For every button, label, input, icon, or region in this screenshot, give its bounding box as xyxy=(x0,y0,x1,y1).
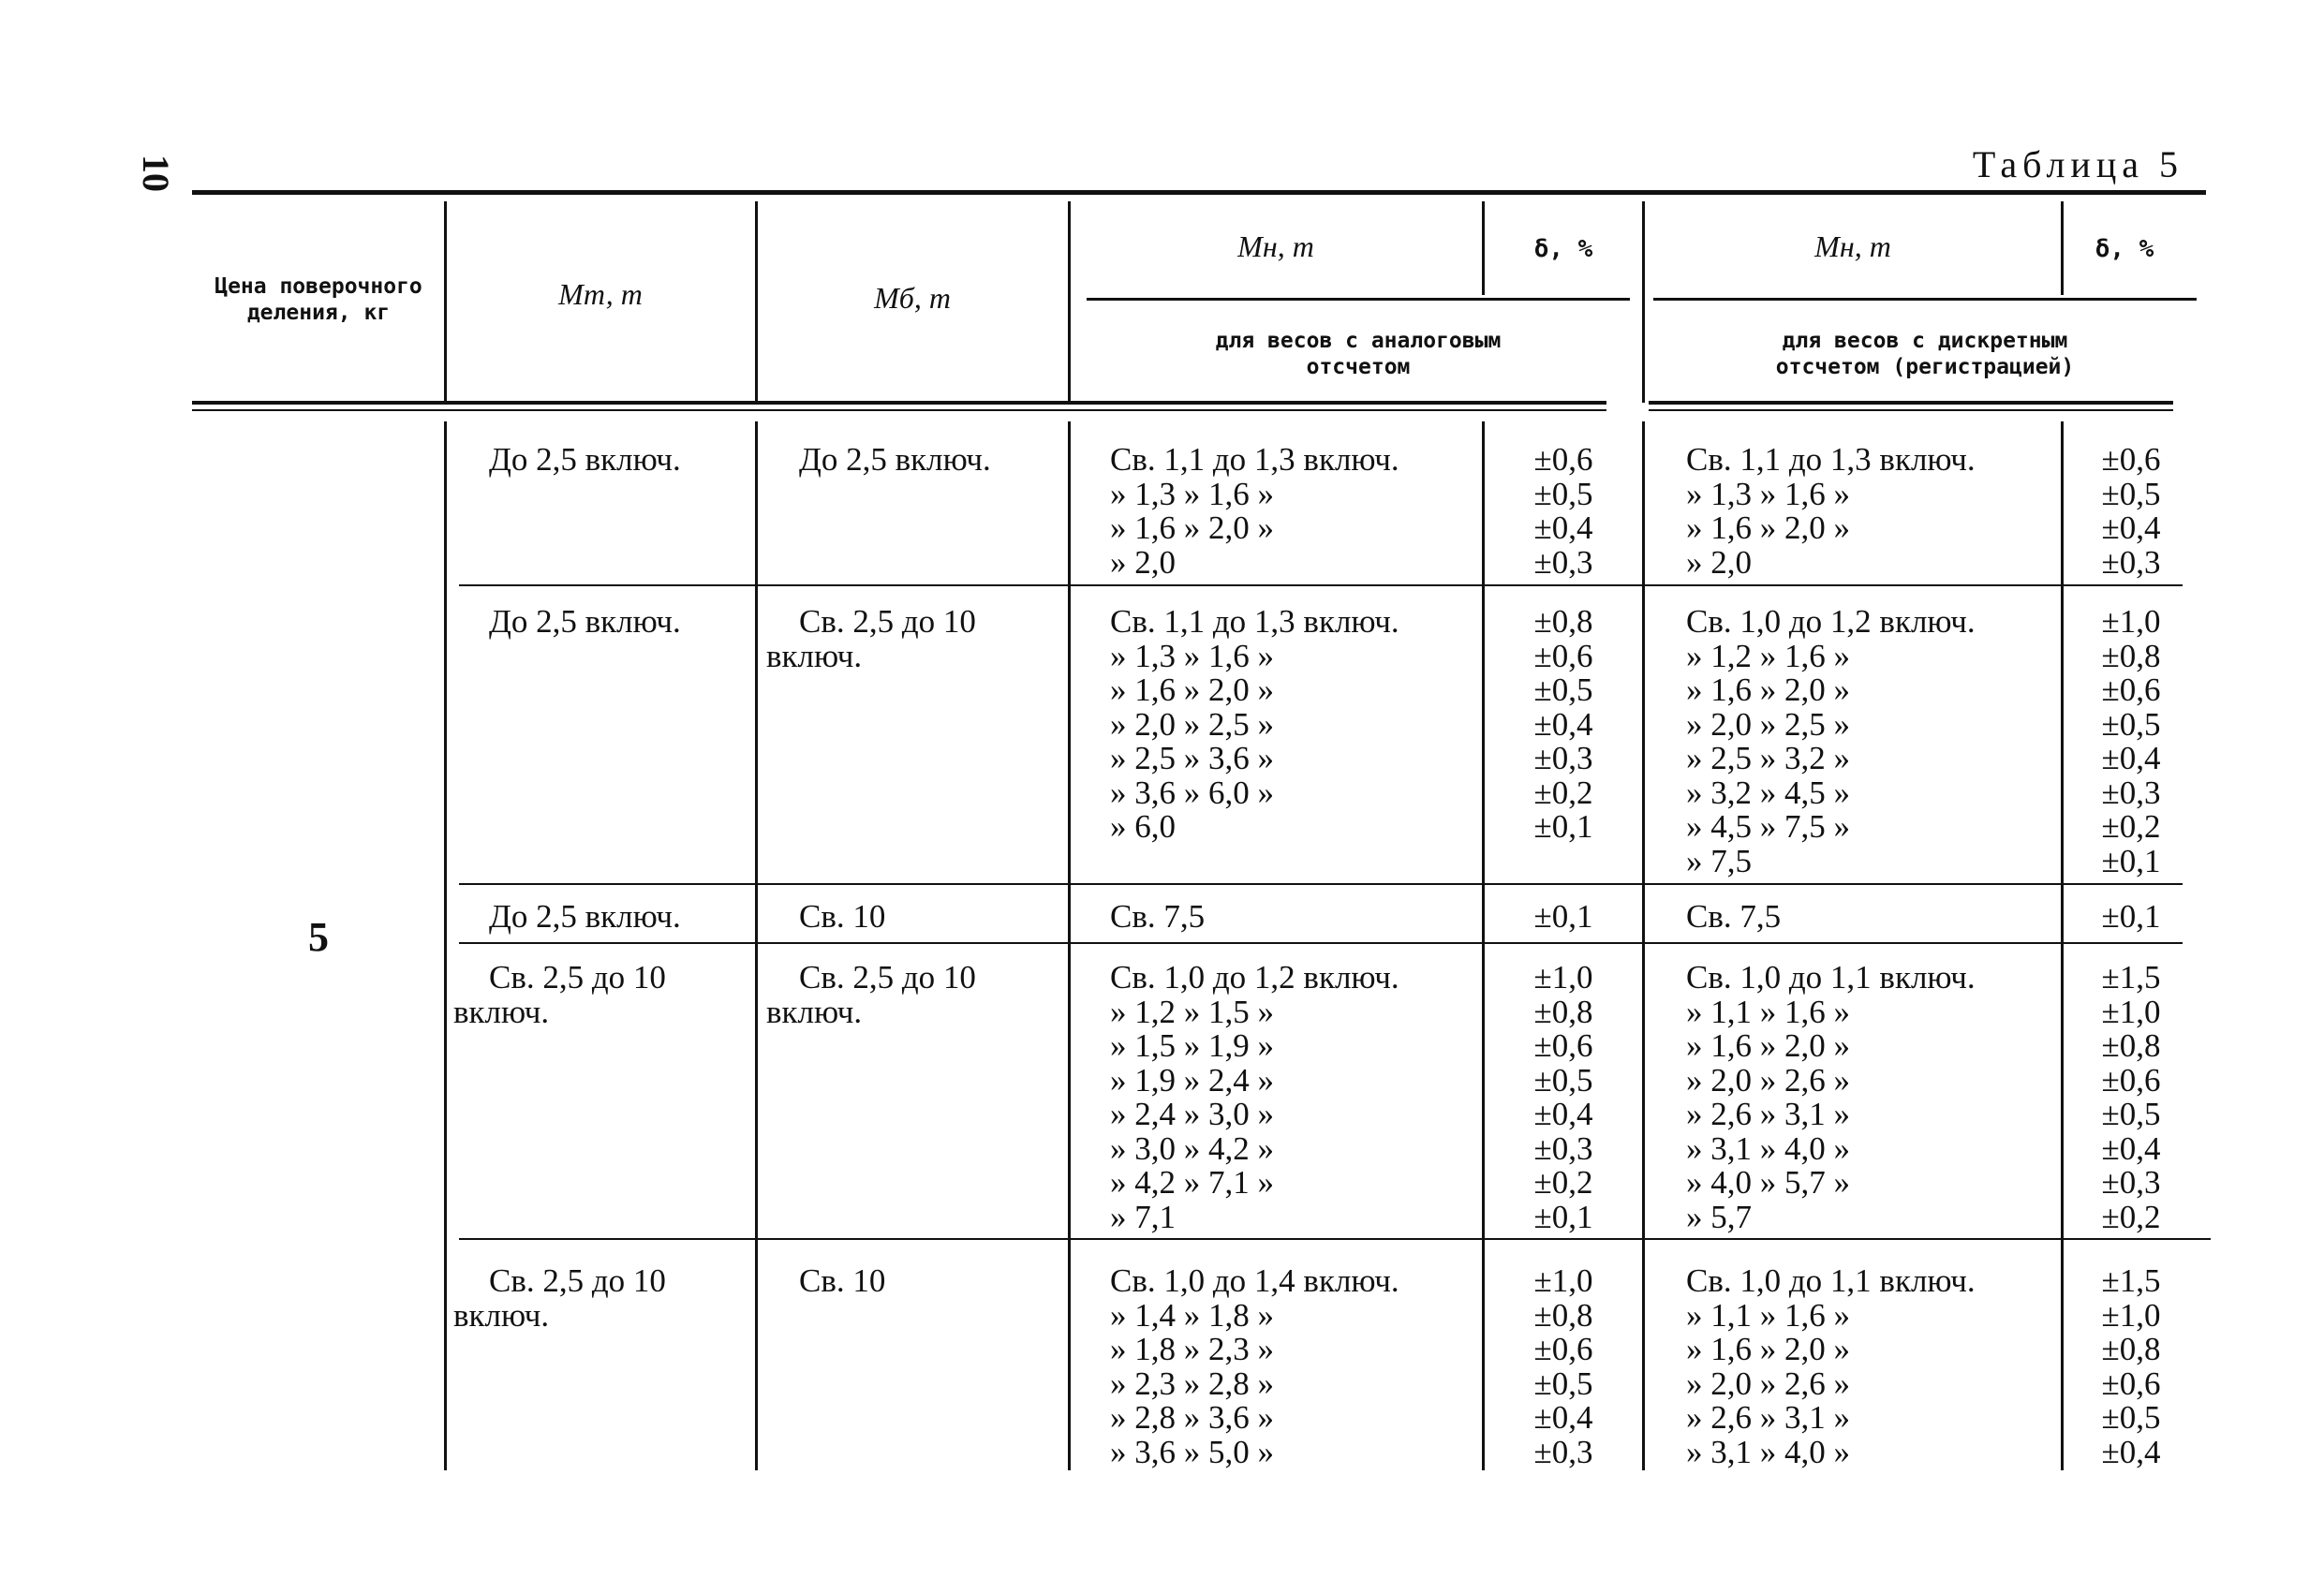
group5-discrete-ranges xyxy=(1686,1264,1976,1469)
range-line: » 1,3 » 1,6 » xyxy=(1110,475,1274,512)
group3-mb: Св. 10 xyxy=(799,898,886,935)
delta-value: ±1,0 xyxy=(1533,959,1593,996)
range-line: » 1,9 » 2,4 » xyxy=(1110,1061,1274,1099)
group-separator-2 xyxy=(459,883,2183,885)
analog-group-rule xyxy=(1087,298,1630,301)
range-line: » 1,5 » 1,9 » xyxy=(1110,1027,1274,1064)
range-line: » 1,2 » 1,6 » xyxy=(1686,637,1850,674)
delta-value: ±0,4 xyxy=(2101,740,2161,776)
delta-value: ±0,6 xyxy=(1533,1027,1593,1064)
range-line: » 2,0 » 2,6 » xyxy=(1686,1364,1850,1402)
delta-value: ±0,6 xyxy=(2101,441,2161,478)
group2-discrete-ranges xyxy=(1686,605,1976,878)
delta-value: ±0,1 xyxy=(1533,1198,1593,1235)
group4-discrete-ranges xyxy=(1686,961,1976,1234)
delta-value: ±0,5 xyxy=(2101,705,2161,743)
header-mn-analog: Mн, т xyxy=(1237,229,1314,263)
delta-value: ±0,4 xyxy=(1533,705,1593,743)
range-line: » 7,5 xyxy=(1686,842,1752,879)
range-line: » 2,3 » 2,8 » xyxy=(1110,1364,1274,1402)
range-line: Св. 1,0 до 1,1 включ. xyxy=(1686,1262,1976,1299)
delta-value: ±0,2 xyxy=(1533,1164,1593,1201)
group-separator-4 xyxy=(459,1238,2211,1240)
delta-value: ±0,5 xyxy=(1533,671,1593,708)
group3-analog-delta: ±0,1 xyxy=(1533,898,1593,935)
delta-value: ±0,8 xyxy=(1533,603,1593,640)
delta-value: ±0,8 xyxy=(2101,637,2161,674)
range-line: » 1,6 » 2,0 » xyxy=(1686,1027,1850,1064)
delta-value: ±0,8 xyxy=(1533,1296,1593,1334)
delta-value: ±0,6 xyxy=(2101,1061,2161,1099)
group3-discrete-range: Св. 7,5 xyxy=(1686,898,1782,935)
range-line: » 1,3 » 1,6 » xyxy=(1110,637,1274,674)
group1-discrete-deltas xyxy=(2061,443,2201,580)
group1-mt: До 2,5 включ. xyxy=(489,441,681,478)
range-line: » 3,1 » 4,0 » xyxy=(1686,1129,1850,1167)
range-line: » 6,0 xyxy=(1110,808,1176,845)
body-divider-5 xyxy=(1642,421,1645,1470)
range-line: » 4,2 » 7,1 » xyxy=(1110,1164,1274,1201)
range-line: » 1,6 » 2,0 » xyxy=(1686,671,1850,708)
range-line: » 2,6 » 3,1 » xyxy=(1686,1096,1850,1132)
range-line: » 2,0 xyxy=(1110,543,1176,581)
group1-analog-deltas xyxy=(1485,443,1642,580)
range-line: » 3,0 » 4,2 » xyxy=(1110,1129,1274,1167)
delta-value: ±0,4 xyxy=(1533,1096,1593,1132)
delta-value: ±0,3 xyxy=(1533,1129,1593,1167)
header-price: Цена поверочного деления, кг xyxy=(215,274,422,325)
page-number: 10 xyxy=(135,155,177,192)
range-line: Св. 1,0 до 1,2 включ. xyxy=(1686,603,1976,640)
delta-value: ±1,0 xyxy=(2101,993,2161,1030)
delta-value: ±0,5 xyxy=(2101,475,2161,512)
table-caption: Таблица 5 xyxy=(1972,143,2183,185)
delta-value: ±0,4 xyxy=(1533,509,1593,546)
range-line: » 2,0 » 2,5 » xyxy=(1686,705,1850,743)
header-mb: Mб, т xyxy=(874,281,951,315)
table-top-rule xyxy=(192,190,2206,195)
delta-value: ±0,8 xyxy=(1533,993,1593,1030)
range-line: Св. 1,1 до 1,3 включ. xyxy=(1110,603,1399,640)
group1-discrete-ranges xyxy=(1686,443,1976,580)
delta-value: ±0,5 xyxy=(1533,1061,1593,1099)
range-line: » 2,0 » 2,5 » xyxy=(1110,705,1274,743)
group5-discrete-deltas xyxy=(2061,1264,2201,1469)
group2-analog-ranges xyxy=(1110,605,1399,845)
delta-value: ±0,4 xyxy=(2101,509,2161,546)
delta-value: ±0,1 xyxy=(1533,808,1593,845)
header-bottom-rule-4 xyxy=(1649,409,2173,411)
group-analog-label: для весов с аналоговым отсчетом xyxy=(1215,329,1502,379)
range-line: » 1,6 » 2,0 » xyxy=(1110,671,1274,708)
header-mn-discrete: Mн, т xyxy=(1814,229,1891,263)
group5-mb: Св. 10 xyxy=(799,1262,886,1299)
delta-value: ±0,2 xyxy=(2101,808,2161,845)
range-line: » 2,0 xyxy=(1686,543,1752,581)
group-separator-3 xyxy=(459,942,2183,944)
range-line: » 4,0 » 5,7 » xyxy=(1686,1164,1850,1201)
range-line: » 3,6 » 5,0 » xyxy=(1110,1433,1274,1470)
group4-analog-deltas xyxy=(1485,961,1642,1234)
delta-value: ±0,2 xyxy=(1533,774,1593,811)
group1-analog-ranges xyxy=(1110,443,1399,580)
delta-value: ±0,1 xyxy=(2101,842,2161,879)
delta-value: ±0,5 xyxy=(1533,475,1593,512)
delta-value: ±0,3 xyxy=(1533,543,1593,581)
group-discrete-label: для весов с дискретным отсчетом (регистрацией) xyxy=(1775,329,2075,379)
range-line: Св. 1,0 до 1,2 включ. xyxy=(1110,959,1399,996)
range-line: » 2,0 » 2,6 » xyxy=(1686,1061,1850,1099)
range-line: » 1,1 » 1,6 » xyxy=(1686,993,1850,1030)
range-line: » 1,4 » 1,8 » xyxy=(1110,1296,1274,1334)
range-line: » 2,5 » 3,2 » xyxy=(1686,740,1850,776)
group1-mb: До 2,5 включ. xyxy=(799,441,991,478)
range-line: Св. 1,0 до 1,4 включ. xyxy=(1110,1262,1399,1299)
range-line: » 1,3 » 1,6 » xyxy=(1686,475,1850,512)
range-line: » 3,6 » 6,0 » xyxy=(1110,774,1274,811)
header-delta-discrete: δ, % xyxy=(2095,235,2154,263)
range-line: » 2,6 » 3,1 » xyxy=(1686,1399,1850,1436)
range-line: Св. 1,1 до 1,3 включ. xyxy=(1110,441,1399,478)
group3-discrete-delta: ±0,1 xyxy=(2101,898,2161,935)
delta-value: ±0,3 xyxy=(2101,1164,2161,1201)
range-line: » 7,1 xyxy=(1110,1198,1176,1235)
delta-value: ±0,3 xyxy=(2101,774,2161,811)
group3-mt: До 2,5 включ. xyxy=(489,898,681,935)
delta-value: ±0,2 xyxy=(2101,1198,2161,1235)
group5-analog-deltas xyxy=(1485,1264,1642,1469)
delta-value: ±1,0 xyxy=(2101,603,2161,640)
range-line: » 1,2 » 1,5 » xyxy=(1110,993,1274,1030)
delta-value: ±0,6 xyxy=(1533,1331,1593,1367)
group2-mt: До 2,5 включ. xyxy=(489,603,681,640)
header-mt: Mт, т xyxy=(558,277,643,311)
group4-mt: Св. 2,5 до 10 включ. xyxy=(453,959,666,1030)
range-line: » 1,8 » 2,3 » xyxy=(1110,1331,1274,1367)
delta-value: ±0,4 xyxy=(1533,1399,1593,1436)
price-division-value: 5 xyxy=(308,914,329,960)
range-line: » 4,5 » 7,5 » xyxy=(1686,808,1850,845)
range-line: » 3,2 » 4,5 » xyxy=(1686,774,1850,811)
header-bottom-rule-2 xyxy=(192,409,1606,411)
group5-mt: Св. 2,5 до 10 включ. xyxy=(453,1262,666,1334)
delta-value: ±0,6 xyxy=(1533,441,1593,478)
delta-value: ±1,5 xyxy=(2101,959,2161,996)
body-divider-3 xyxy=(1068,421,1071,1470)
group2-discrete-deltas xyxy=(2061,605,2201,878)
body-divider-2 xyxy=(755,421,758,1470)
range-line: Св. 1,1 до 1,3 включ. xyxy=(1686,441,1976,478)
delta-value: ±0,3 xyxy=(2101,543,2161,581)
group-separator-1 xyxy=(459,584,2183,586)
delta-value: ±1,0 xyxy=(2101,1296,2161,1334)
delta-value: ±0,4 xyxy=(2101,1433,2161,1470)
range-line: » 2,8 » 3,6 » xyxy=(1110,1399,1274,1436)
range-line: » 2,5 » 3,6 » xyxy=(1110,740,1274,776)
group2-mb: Св. 2,5 до 10 включ. xyxy=(766,603,976,674)
range-line: » 5,7 xyxy=(1686,1198,1752,1235)
range-line: » 3,1 » 4,0 » xyxy=(1686,1433,1850,1470)
discrete-group-rule xyxy=(1653,298,2197,301)
group4-discrete-deltas xyxy=(2061,961,2201,1234)
delta-value: ±0,3 xyxy=(1533,1433,1593,1470)
range-line: » 2,4 » 3,0 » xyxy=(1110,1096,1274,1132)
header-delta-analog: δ, % xyxy=(1533,235,1593,263)
header-bottom-rule xyxy=(192,401,1606,405)
range-line: » 1,6 » 2,0 » xyxy=(1686,509,1850,546)
delta-value: ±0,6 xyxy=(2101,1364,2161,1402)
header-bottom-rule-3 xyxy=(1649,401,2173,405)
delta-value: ±0,6 xyxy=(1533,637,1593,674)
range-line: » 1,6 » 2,0 » xyxy=(1110,509,1274,546)
delta-value: ±0,4 xyxy=(2101,1129,2161,1167)
group2-analog-deltas xyxy=(1485,605,1642,845)
delta-value: ±0,8 xyxy=(2101,1331,2161,1367)
range-line: » 1,6 » 2,0 » xyxy=(1686,1331,1850,1367)
delta-value: ±0,6 xyxy=(2101,671,2161,708)
group3-analog-range: Св. 7,5 xyxy=(1110,898,1206,935)
range-line: Св. 1,0 до 1,1 включ. xyxy=(1686,959,1976,996)
delta-value: ±0,5 xyxy=(1533,1364,1593,1402)
delta-value: ±0,5 xyxy=(2101,1399,2161,1436)
group4-analog-ranges xyxy=(1110,961,1399,1234)
group5-analog-ranges xyxy=(1110,1264,1399,1469)
delta-value: ±0,5 xyxy=(2101,1096,2161,1132)
delta-value: ±0,3 xyxy=(1533,740,1593,776)
group4-mb: Св. 2,5 до 10 включ. xyxy=(766,959,976,1030)
delta-value: ±1,5 xyxy=(2101,1262,2161,1299)
range-line: » 1,1 » 1,6 » xyxy=(1686,1296,1850,1334)
delta-value: ±0,8 xyxy=(2101,1027,2161,1064)
delta-value: ±1,0 xyxy=(1533,1262,1593,1299)
